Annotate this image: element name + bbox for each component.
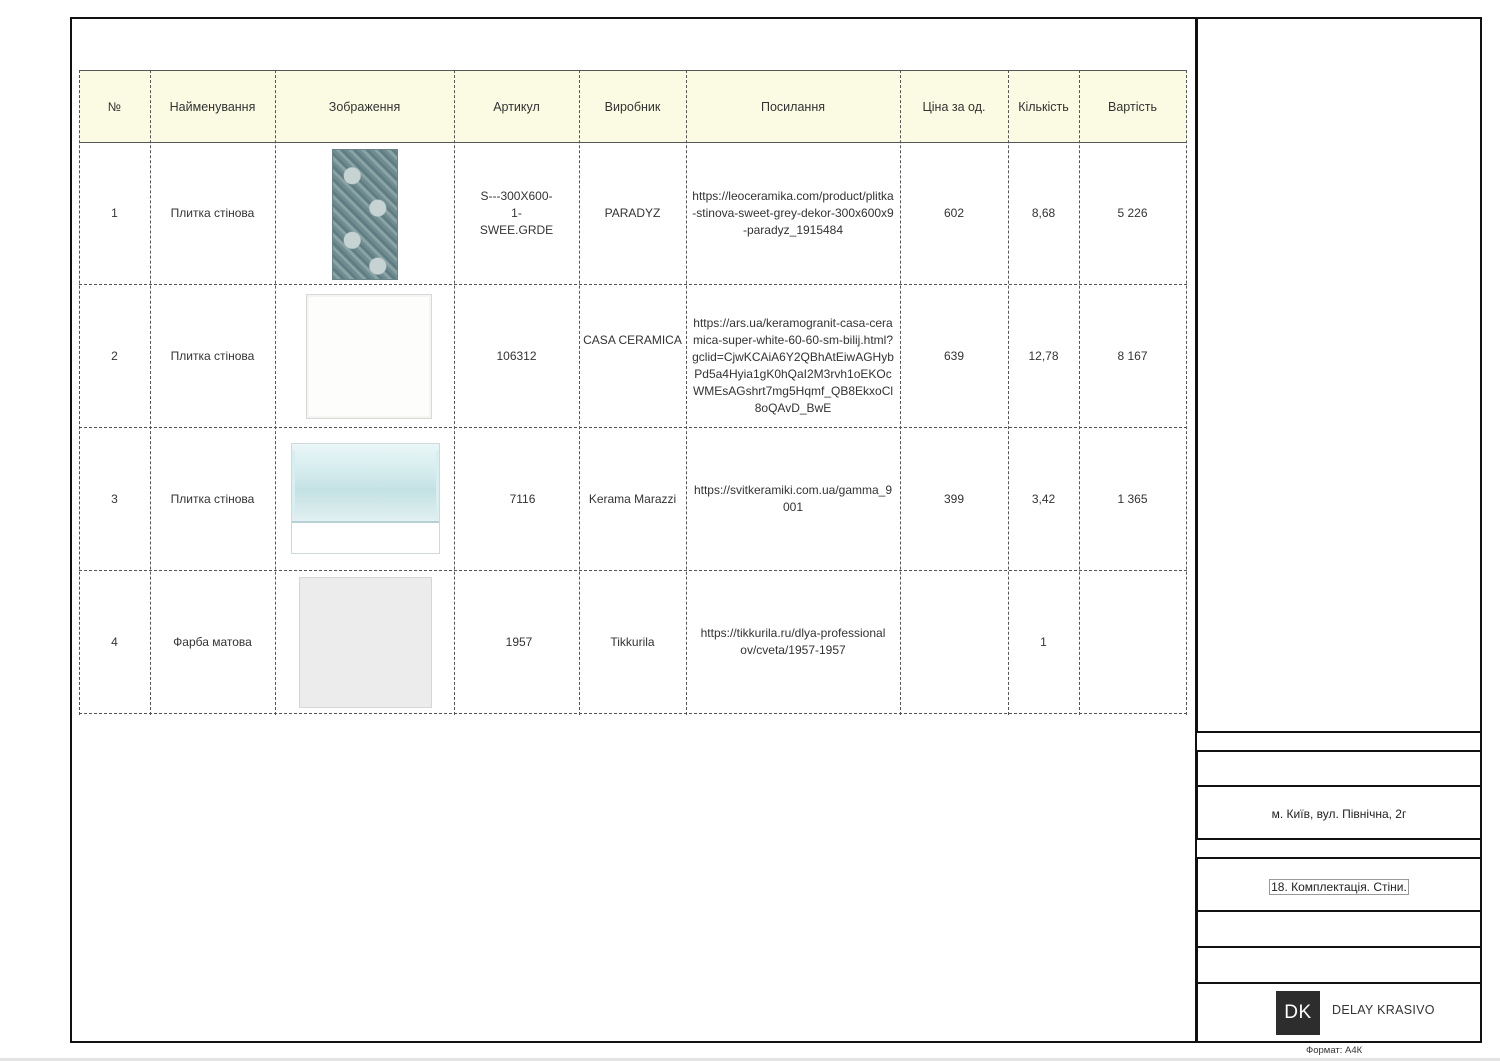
sheet-title: 18. Комплектація. Стіни.	[1271, 880, 1407, 894]
cell-link[interactable]: https://ars.ua/keramogranit-casa-ceramica-super-white-60-60-sm-bilij.html?gclid=CjwKCAiA6Y2QBhAtEiwAGHybPd5a4Hyia1gK0hQaI2M3rvh1oEKOcWMEsAGshrt7mg5Hqmf_QB8EkxoCl8oQAvD_BwE	[692, 316, 894, 415]
grey-decor-tile-image	[332, 149, 398, 280]
cell-total: 8 167	[1117, 348, 1148, 363]
company-logo-mark: DK	[1276, 991, 1320, 1035]
header-total: Вартість	[1108, 99, 1157, 114]
header-article: Артикул	[493, 99, 540, 114]
cell-article: 1957	[505, 634, 533, 649]
cell-quantity: 8,68	[1031, 206, 1056, 220]
cell-quantity: 3,42	[1031, 491, 1056, 506]
cell-link[interactable]: https://leoceramika.com/product/plitka-stinova-sweet-grey-dekor-300x600x9-paradyz_1915484	[692, 189, 894, 237]
cell-maker: CASA CERAMICA	[583, 332, 682, 347]
cell-number: 2	[111, 348, 118, 363]
header-price: Ціна за од.	[922, 99, 986, 114]
header-link: Посилання	[761, 99, 825, 114]
cell-price: 602	[943, 206, 965, 220]
cell-price: 639	[943, 348, 965, 363]
column-separator	[1186, 70, 1187, 715]
cell-link[interactable]: https://tikkurila.ru/dlya-professionalov/cveta/1957-1957	[700, 626, 886, 657]
cell-name: Фарба матова	[173, 634, 252, 649]
title-block-row-5	[1196, 946, 1482, 984]
cell-article: 106312	[496, 348, 537, 363]
cell-number: 1	[111, 206, 118, 220]
cell-maker: Kerama Marazzi	[588, 491, 677, 506]
cell-total: 1 365	[1117, 491, 1148, 506]
title-block-address-box	[1196, 785, 1482, 840]
column-separator	[275, 70, 276, 715]
cell-price: 399	[943, 491, 965, 506]
cell-total	[1079, 571, 1186, 713]
cell-article: 7116	[509, 491, 536, 506]
bevel-tile-image	[291, 443, 440, 554]
cell-article: S---300X600-1-SWEE.GRDE	[479, 189, 554, 237]
cell-number: 4	[111, 634, 118, 649]
sheet-format-label: Формат: А4К	[1306, 1045, 1363, 1056]
header-number: №	[107, 99, 122, 114]
paint-swatch-image	[299, 577, 432, 708]
cell-number: 3	[111, 491, 118, 506]
header-name: Найменування	[169, 99, 256, 114]
specification-table	[79, 70, 1187, 715]
title-block-row-1	[1196, 750, 1482, 787]
cell-price	[900, 571, 1008, 713]
company-name: DELAY KRASIVO	[1332, 1003, 1435, 1017]
cell-name: Плитка стінова	[170, 491, 255, 506]
address-text: м. Київ, вул. Північна, 2г	[1271, 807, 1407, 821]
bevel-tile-band	[292, 444, 439, 523]
cell-quantity: 12,78	[1028, 348, 1059, 363]
header-maker: Виробник	[604, 99, 661, 114]
cell-name: Плитка стінова	[170, 206, 255, 220]
cell-link[interactable]: https://svitkeramiki.com.ua/gamma_9001	[693, 483, 893, 514]
cell-quantity: 1	[1040, 634, 1047, 649]
cell-maker: PARADYZ	[604, 206, 661, 220]
cell-maker: Tikkurila	[610, 634, 655, 649]
title-block-sheet-box	[1196, 857, 1482, 912]
title-block-main	[1196, 17, 1482, 733]
white-tile-image	[306, 294, 432, 419]
cell-total: 5 226	[1117, 206, 1148, 220]
header-quantity: Кількість	[1018, 99, 1069, 114]
title-block-row-4	[1196, 910, 1482, 948]
cell-name: Плитка стінова	[170, 348, 255, 363]
row-separator	[79, 713, 1187, 714]
header-image: Зображення	[328, 99, 401, 114]
